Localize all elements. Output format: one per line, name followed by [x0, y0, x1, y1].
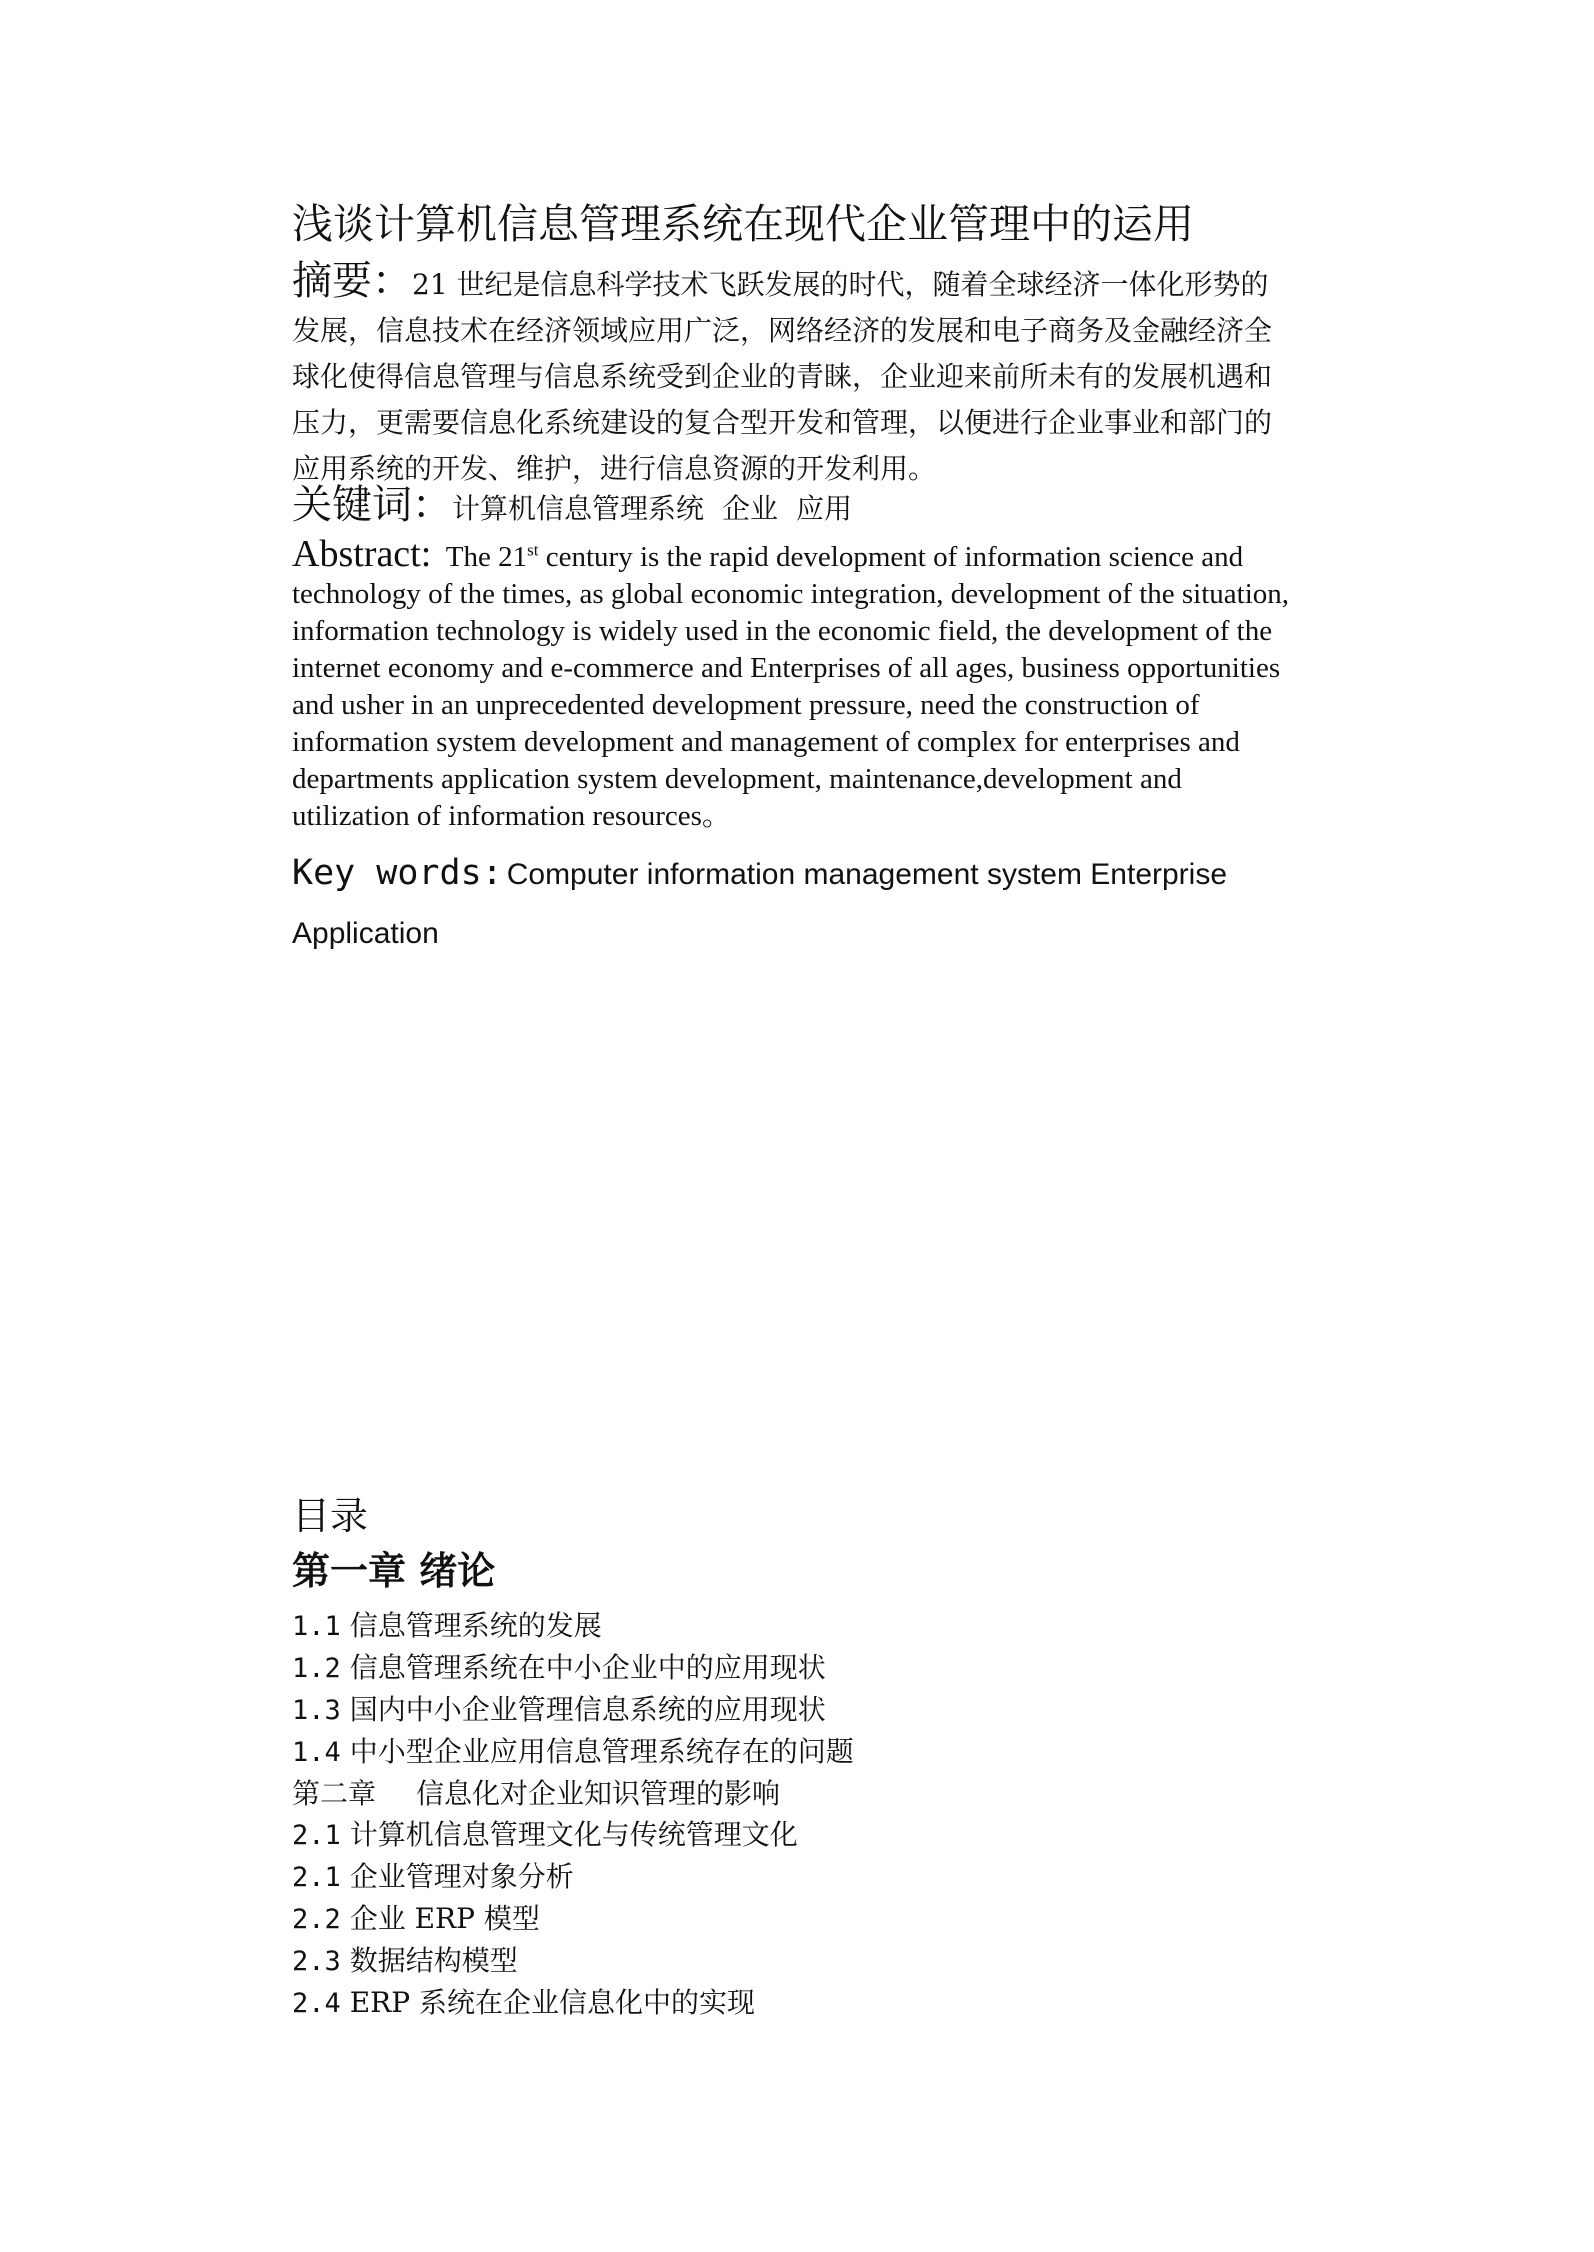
toc-item-text: 中小型企业应用信息管理系统存在的问题	[349, 1735, 854, 1768]
toc-item-number: 2.1	[292, 1862, 341, 1893]
page-title: 浅谈计算机信息管理系统在现代企业管理中的运用	[292, 200, 1194, 248]
abstract-en	[292, 533, 1402, 835]
abstract-en-text: century is the rapid development of information science and	[538, 541, 1244, 573]
toc-item-number: 1.1	[292, 1611, 341, 1642]
toc-item-number: 1.4	[292, 1737, 341, 1768]
toc-item	[292, 1940, 854, 1982]
keyword-item: 应用	[796, 492, 853, 525]
toc-item-number: 2.1	[292, 1820, 341, 1851]
keywords-en-row	[292, 846, 1402, 907]
toc-item-text: 国内中小企业管理信息系统的应用现状	[349, 1693, 826, 1726]
toc-item-number: 1.3	[292, 1695, 341, 1726]
toc-item-text: 计算机信息管理文化与传统管理文化	[349, 1818, 798, 1851]
abstract-en-line: internet economy and e-commerce and Enterprises of all ages, business opportunities	[292, 652, 1281, 684]
toc-item-text: 企业管理对象分析	[349, 1860, 574, 1893]
toc-item	[292, 1689, 854, 1731]
abstract-en-label: Abstract:	[292, 533, 432, 575]
abstract-cn-text: 21 世纪是信息科学技术飞跃发展的时代，随着全球经济一体化形势的	[412, 268, 1269, 301]
abstract-en-line: information system development and management of complex for enterprises and	[292, 726, 1240, 758]
toc-item-text: 数据结构模型	[349, 1944, 518, 1977]
keyword-item: 企业	[722, 492, 779, 525]
toc-item-text: 信息管理系统的发展	[349, 1609, 602, 1642]
abstract-en-line: utilization of information resources。	[292, 800, 731, 832]
keywords-en-value: Application	[292, 917, 439, 950]
keywords-cn	[292, 480, 870, 534]
toc-item-text: 信息管理系统在中小企业中的应用现状	[349, 1651, 826, 1684]
toc-item	[292, 1898, 854, 1940]
toc-item	[292, 1731, 854, 1773]
toc-item	[292, 1856, 854, 1898]
toc-list	[292, 1605, 854, 2024]
abstract-en-line: information technology is widely used in the economic field, the development of the	[292, 615, 1273, 647]
toc-item-number: 第二章	[292, 1777, 377, 1810]
toc-chapter-heading: 第一章 绪论	[292, 1549, 496, 1593]
toc-item-text: ERP 系统在企业信息化中的实现	[349, 1986, 755, 2019]
toc-item-number: 2.2	[292, 1904, 341, 1935]
toc-item-number: 2.3	[292, 1946, 341, 1977]
abstract-cn-line: 压力，更需要信息化系统建设的复合型开发和管理，以便进行企业事业和部门的	[292, 406, 1273, 439]
abstract-cn-line	[292, 258, 1402, 308]
toc-heading: 目录	[292, 1494, 369, 1538]
keyword-item: 计算机信息管理系统	[452, 492, 705, 525]
toc-item	[292, 1814, 854, 1856]
abstract-cn-label: 摘要：	[292, 258, 412, 304]
abstract-en-line: departments application system development, maintenance,development and	[292, 763, 1182, 795]
toc-item	[292, 1605, 854, 1647]
abstract-cn	[292, 258, 1402, 492]
toc-item	[292, 1647, 854, 1689]
ordinal-superscript: st	[527, 540, 539, 560]
toc-item-number: 2.4	[292, 1988, 341, 2019]
toc-item	[292, 1773, 854, 1814]
toc-item-text: 信息化对企业知识管理的影响	[416, 1777, 781, 1810]
abstract-cn-line: 发展，信息技术在经济领域应用广泛，网络经济的发展和电子商务及金融经济全	[292, 314, 1273, 347]
keywords-en	[292, 846, 1402, 961]
toc-item	[292, 1982, 854, 2024]
abstract-en-line: technology of the times, as global economic integration, development of the situation,	[292, 578, 1290, 610]
abstract-en-line	[292, 533, 1402, 576]
keywords-en-value: Computer information management system Enterprise	[506, 858, 1228, 891]
abstract-en-text: The 21	[445, 541, 528, 573]
toc-item-number: 1.2	[292, 1653, 341, 1684]
keywords-cn-label: 关键词：	[292, 482, 452, 528]
toc-item-text: 企业 ERP 模型	[349, 1902, 540, 1935]
abstract-cn-line: 应用系统的开发、维护，进行信息资源的开发利用。	[292, 452, 937, 485]
keywords-en-label: Key words:	[292, 853, 503, 893]
abstract-cn-line: 球化使得信息管理与信息系统受到企业的青睐，企业迎来前所未有的发展机遇和	[292, 360, 1273, 393]
abstract-en-line: and usher in an unprecedented development pressure, need the construction of	[292, 689, 1200, 721]
